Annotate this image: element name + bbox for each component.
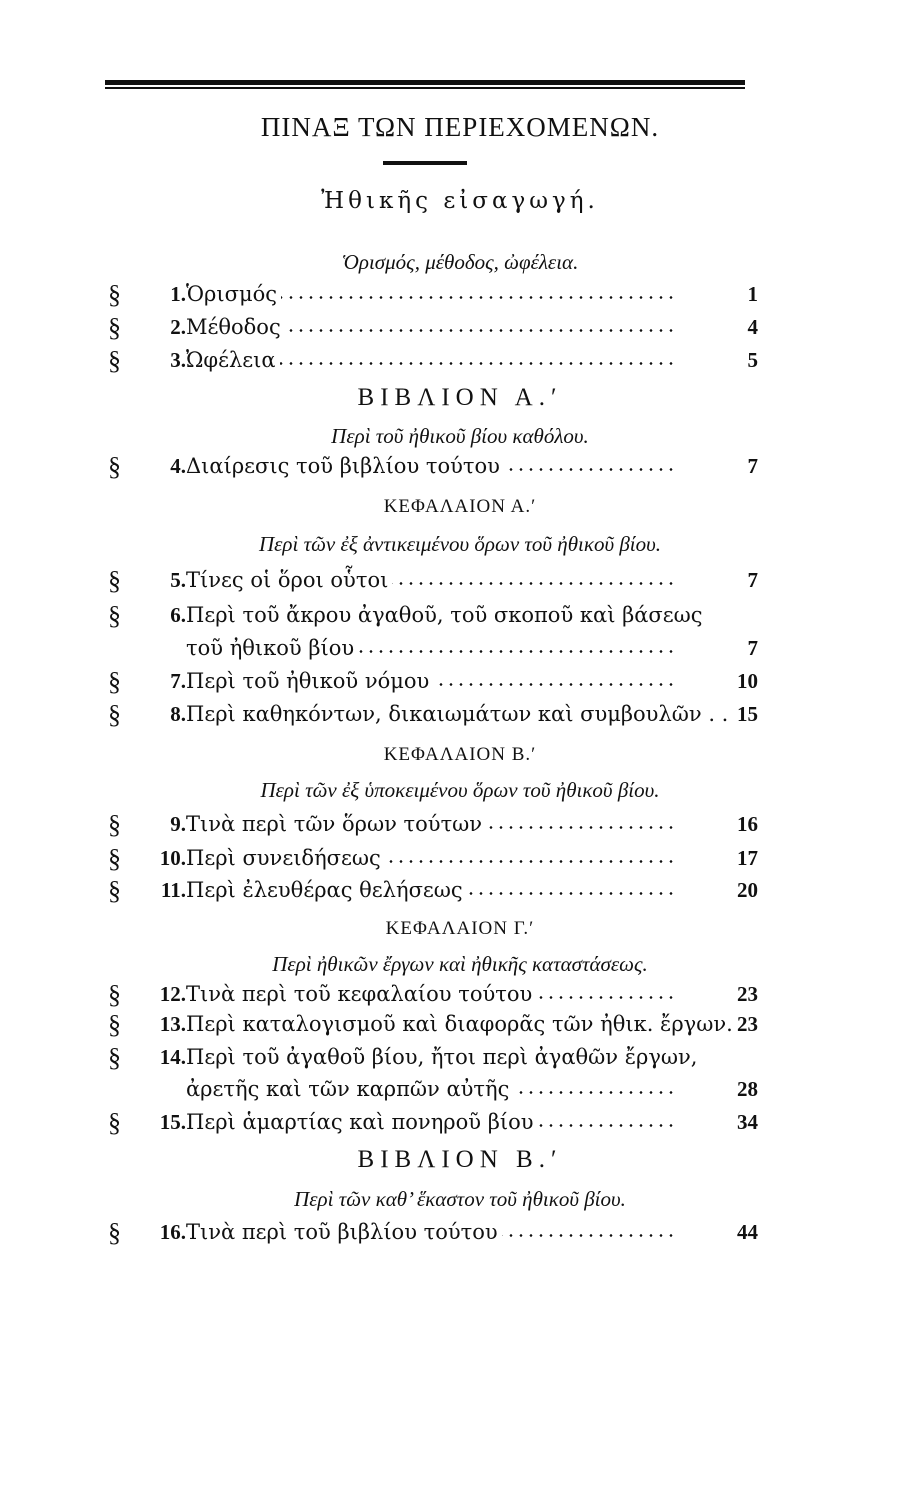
entry-title: Τινὰ περὶ τοῦ βιβλίου τούτου <box>186 1220 502 1244</box>
top-double-rule <box>105 80 745 90</box>
section-sign: § <box>108 452 121 481</box>
entry-page: 4 <box>747 315 758 339</box>
section-sign: § <box>108 980 121 1009</box>
entry-number: 16. <box>159 1220 186 1244</box>
entry-title: Περὶ ἁμαρτίας καὶ πονηροῦ βίου <box>186 1110 538 1134</box>
entry-number: 14. <box>159 1045 186 1069</box>
entry-number: 13. <box>159 1012 186 1036</box>
toc-entry[interactable] <box>108 566 758 600</box>
toc-entry[interactable] <box>108 844 758 878</box>
section-sign: § <box>108 1010 121 1039</box>
entry-page: 44 <box>737 1220 758 1244</box>
entry-title: Τίνες οἱ ὅροι οὗτοι <box>186 568 392 592</box>
entry-title: Περὶ καταλογισμοῦ καὶ διαφορᾶς τῶν ἠθικ. ἔργων. <box>186 1012 737 1036</box>
entry-title-continued: ἀρετῆς καὶ τῶν καρπῶν αὐτῆς <box>186 1077 513 1101</box>
entry-page: 15 <box>737 702 758 726</box>
entry-number: 11. <box>160 878 186 902</box>
section-sign: § <box>108 844 121 873</box>
entry-number: 2. <box>170 315 186 339</box>
entry-title-continued: τοῦ ἠθικοῦ βίου <box>186 636 358 660</box>
entry-title: Ὁρισμός <box>186 282 281 306</box>
entry-number: 1. <box>170 282 186 306</box>
intro-subtitle: Ὁρισμός, μέθοδος, ὠφέλεια. <box>341 250 579 274</box>
chapter-b-subtitle: Περὶ τῶν ἐξ ὑποκειμένου ὅρων τοῦ ἠθικοῦ βίου. <box>260 778 660 802</box>
toc-entry[interactable] <box>108 700 758 734</box>
entry-page: 10 <box>737 669 758 693</box>
toc-entry[interactable] <box>108 1043 758 1077</box>
toc-entry[interactable] <box>108 980 758 1014</box>
entry-page: 1 <box>747 282 758 306</box>
toc-entry[interactable] <box>108 1108 758 1142</box>
section-sign: § <box>108 280 121 309</box>
page-title: ΠΙΝΑΞ ΤΩΝ ΠΕΡΙΕΧΟΜΕΝΩΝ. <box>260 112 660 142</box>
entry-number: 5. <box>170 568 186 592</box>
entry-title: Περὶ καθηκόντων, δικαιωμάτων καὶ συμβουλῶν . . <box>186 702 732 726</box>
section-sign: § <box>108 346 121 375</box>
chapter-b-heading: ΚΕΦΑΛΑΙΟΝ Β.ʹ <box>383 744 537 765</box>
section-sign: § <box>108 313 121 342</box>
toc-entry[interactable] <box>108 876 758 910</box>
toc-entry[interactable] <box>108 601 758 635</box>
entry-page: 28 <box>737 1077 758 1101</box>
section-sign: § <box>108 566 121 595</box>
entry-title: Μέθοδος <box>186 315 285 339</box>
section-sign: § <box>108 1108 121 1137</box>
entry-title: Περὶ ἐλευθέρας θελήσεως <box>186 878 467 902</box>
entry-page: 7 <box>747 568 758 592</box>
entry-title: Περὶ τοῦ ἄκρου ἀγαθοῦ, τοῦ σκοποῦ καὶ βάσεως <box>186 603 707 627</box>
entry-title: Ὠφέλεια <box>186 348 280 372</box>
toc-entry[interactable] <box>108 810 758 844</box>
toc-entry[interactable] <box>108 667 758 701</box>
section-sign: § <box>108 876 121 905</box>
entry-number: 8. <box>170 702 186 726</box>
intro-heading: Ἠθικῆς εἰσαγωγή. <box>321 188 599 214</box>
entry-page: 20 <box>737 878 758 902</box>
entry-page: 7 <box>747 454 758 478</box>
toc-entry-continuation[interactable] <box>108 634 758 668</box>
entry-title: Περὶ τοῦ ἠθικοῦ νόμου <box>186 669 433 693</box>
toc-entry[interactable] <box>108 1010 758 1044</box>
book-two-heading: ΒΙΒΛΙΟΝ Β.ʹ <box>357 1146 563 1173</box>
entry-number: 12. <box>159 982 186 1006</box>
toc-entry[interactable] <box>108 1218 758 1252</box>
section-sign: § <box>108 1218 121 1247</box>
entry-page: 16 <box>737 812 758 836</box>
section-sign: § <box>108 1043 121 1072</box>
entry-number: 9. <box>170 812 186 836</box>
book-one-subtitle: Περὶ τοῦ ἠθικοῦ βίου καθόλου. <box>331 424 589 448</box>
entry-page: 34 <box>737 1110 758 1134</box>
entry-number: 15. <box>159 1110 186 1134</box>
entry-title: Τινὰ περὶ τοῦ κεφαλαίου τούτου <box>186 982 536 1006</box>
entry-number: 6. <box>170 603 186 627</box>
entry-number: 7. <box>170 669 186 693</box>
entry-title: Περὶ συνειδήσεως <box>186 846 385 870</box>
chapter-c-heading: ΚΕΦΑΛΑΙΟΝ Γ.ʹ <box>385 918 535 939</box>
title-divider <box>383 161 467 165</box>
entry-page: 7 <box>747 636 758 660</box>
entry-title: Τινὰ περὶ τῶν ὅρων τούτων <box>186 812 486 836</box>
entry-title: Περὶ τοῦ ἀγαθοῦ βίου, ἤτοι περὶ ἀγαθῶν ἔργων, <box>186 1045 701 1069</box>
toc-entry[interactable] <box>108 280 758 314</box>
section-sign: § <box>108 667 121 696</box>
toc-entry[interactable] <box>108 313 758 347</box>
section-sign: § <box>108 601 121 630</box>
toc-entry-continuation[interactable] <box>108 1075 758 1109</box>
chapter-c-subtitle: Περὶ ἠθικῶν ἔργων καὶ ἠθικῆς καταστάσεως. <box>272 952 648 976</box>
book-two-subtitle: Περὶ τῶν καθ’ ἕκαστον τοῦ ἠθικοῦ βίου. <box>294 1187 626 1211</box>
section-sign: § <box>108 810 121 839</box>
toc-entry[interactable] <box>108 346 758 380</box>
entry-number: 3. <box>170 348 186 372</box>
entry-page: 23 <box>737 982 758 1006</box>
entry-page: 5 <box>747 348 758 372</box>
book-one-heading: ΒΙΒΛΙΟΝ Α.ʹ <box>357 384 563 411</box>
entry-title: Διαίρεσις τοῦ βιβλίου τούτου <box>186 454 504 478</box>
entry-number: 4. <box>170 454 186 478</box>
entry-page: 17 <box>737 846 758 870</box>
chapter-a-subtitle: Περὶ τῶν ἐξ ἀντικειμένου ὅρων τοῦ ἠθικοῦ βίου. <box>258 532 662 556</box>
chapter-a-heading: ΚΕΦΑΛΑΙΟΝ Α.ʹ <box>383 496 537 517</box>
toc-entry[interactable] <box>108 452 758 486</box>
entry-number: 10. <box>159 846 186 870</box>
section-sign: § <box>108 700 121 729</box>
entry-page: 23 <box>737 1012 758 1036</box>
